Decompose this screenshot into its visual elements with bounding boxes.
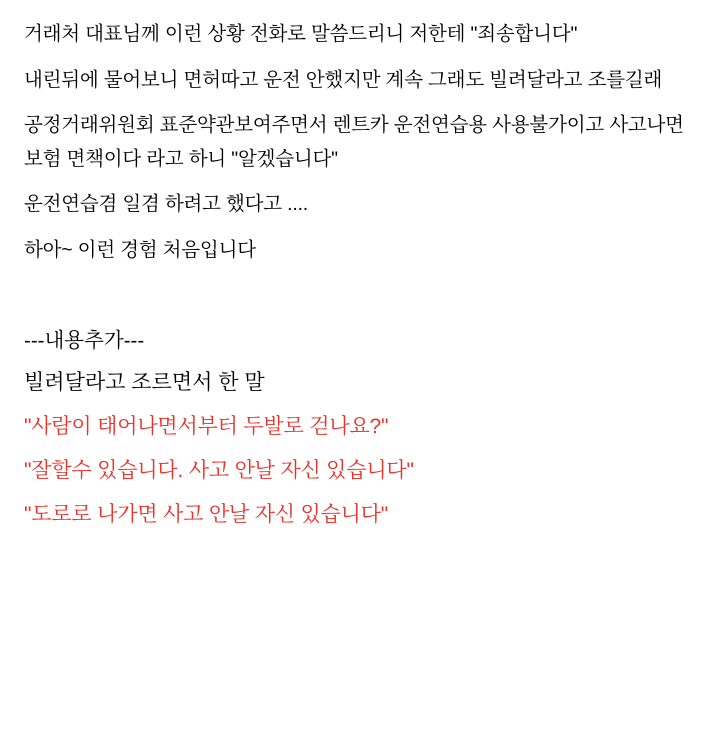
addendum-subhead: 빌려달라고 조르면서 한 말 <box>24 370 265 394</box>
body-paragraph-1: 거래처 대표님께 이런 상황 전화로 말씀드리니 저한테 "죄송합니다" <box>24 23 578 45</box>
section-spacer <box>24 279 696 325</box>
addendum-quote-1: "사람이 태어나면서부터 두발로 걷나요?" <box>24 414 389 438</box>
body-paragraph-2: 내린뒤에 물어보니 면허따고 운전 안했지만 계속 그래도 빌려달라고 조를길래 <box>24 68 663 91</box>
body-paragraph-5: 하아~ 이런 경험 처음입니다 <box>24 238 256 261</box>
addendum-quote-3: "도로로 나가면 사고 안날 자신 있습니다" <box>24 502 389 526</box>
body-paragraph-3: 공정거래위원회 표준약관보여주면서 렌트카 운전연습용 사용불가이고 사고나면 보험 면책이다 라고 하니 "알겠습니다" <box>24 114 684 170</box>
addendum-marker: ---내용추가--- <box>24 329 145 353</box>
addendum-quote-2: "잘할수 있습니다. 사고 안날 자신 있습니다" <box>24 458 414 482</box>
body-paragraph-4: 운전연습겸 일겸 하려고 했다고 .... <box>24 193 309 216</box>
